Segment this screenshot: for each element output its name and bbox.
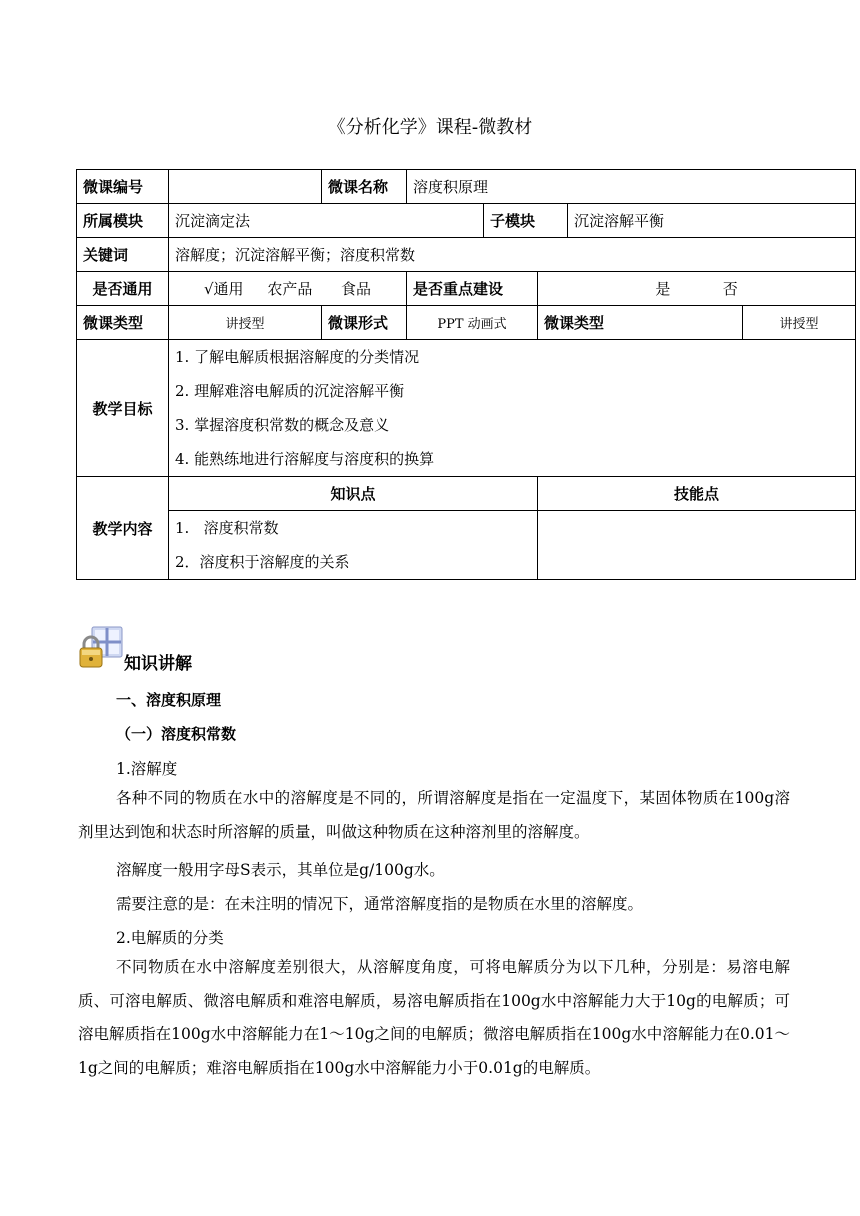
label-id: 微课编号 <box>77 170 169 204</box>
article-body <box>78 683 790 1083</box>
course-info-table <box>76 169 856 580</box>
paragraph: 需要注意的是：在未注明的情况下，通常溶解度指的是物质在水里的溶解度。 <box>116 895 644 913</box>
value-type: 讲授型 <box>169 306 322 340</box>
skill-header: 技能点 <box>538 477 856 511</box>
knowledge-item: 1. 溶度积常数 <box>175 519 279 537</box>
label-name: 微课名称 <box>322 170 407 204</box>
value-general: √通用 农产品 食品 <box>169 272 407 306</box>
goal-item: 2. 理解难溶电解质的沉淀溶解平衡 <box>175 382 405 400</box>
goal-item: 1. 了解电解质根据溶解度的分类情况 <box>175 348 420 366</box>
label-type: 微课类型 <box>77 306 169 340</box>
label-key-build: 是否重点建设 <box>407 272 538 306</box>
knowledge-item: 2．溶度积于溶解度的关系 <box>175 553 350 571</box>
paragraph: 各种不同的物质在水中的溶解度是不同的，所谓溶解度是指在一定温度下，某固体物质在100g溶剂里达到饱和状态时所溶解的质量，叫做这种物质在这种溶剂里的溶解度。 <box>78 789 790 841</box>
subheading-electrolyte: 2.电解质的分类 <box>116 929 224 947</box>
label-content: 教学内容 <box>77 477 169 580</box>
label-goals: 教学目标 <box>77 340 169 477</box>
heading-level-2: （一）溶度积常数 <box>116 725 237 743</box>
value-id <box>169 170 322 204</box>
goal-item: 4. 能熟练地进行溶解度与溶度积的换算 <box>175 450 435 468</box>
knowledge-list <box>169 511 538 580</box>
value-keywords: 溶解度；沉淀溶解平衡；溶度积常数 <box>169 238 856 272</box>
label-form: 微课形式 <box>322 306 407 340</box>
label-general: 是否通用 <box>77 272 169 306</box>
value-module: 沉淀滴定法 <box>169 204 484 238</box>
page-title: 《分析化学》课程-微教材 <box>327 117 533 138</box>
lock-document-icon <box>78 625 124 671</box>
goals-list <box>169 340 856 477</box>
subheading-solubility: 1.溶解度 <box>116 760 178 778</box>
value-submodule: 沉淀溶解平衡 <box>568 204 856 238</box>
goal-item: 3. 掌握溶度积常数的概念及意义 <box>175 416 390 434</box>
section-title: 知识讲解 <box>124 654 192 674</box>
value-name: 溶度积原理 <box>407 170 856 204</box>
label-module: 所属模块 <box>77 204 169 238</box>
value-key-build: 是 否 <box>538 272 856 306</box>
value-form: PPT 动画式 <box>407 306 538 340</box>
skill-list <box>538 511 856 580</box>
label-keywords: 关键词 <box>77 238 169 272</box>
paragraph: 溶解度一般用字母S表示，其单位是g/100g水。 <box>116 861 445 879</box>
label-submodule: 子模块 <box>484 204 568 238</box>
knowledge-header: 知识点 <box>169 477 538 511</box>
paragraph: 不同物质在水中溶解度差别很大，从溶解度角度，可将电解质分为以下几种，分别是：易溶电解质、可溶电解质、微溶电解质和难溶电解质，易溶电解质指在100g水中溶解能力大于10g的电解质；可溶电解质指在100g水中溶解能力在1～10g之间的电解质；微溶电解质指在100g水中溶解能力在0.01～1g之间的电解质；难溶电解质指在100g水中溶解能力小于0.01g的电解质。 <box>78 958 790 1077</box>
heading-level-1: 一、溶度积原理 <box>116 691 222 709</box>
value-type-2: 讲授型 <box>743 306 856 340</box>
label-type-2: 微课类型 <box>538 306 743 340</box>
